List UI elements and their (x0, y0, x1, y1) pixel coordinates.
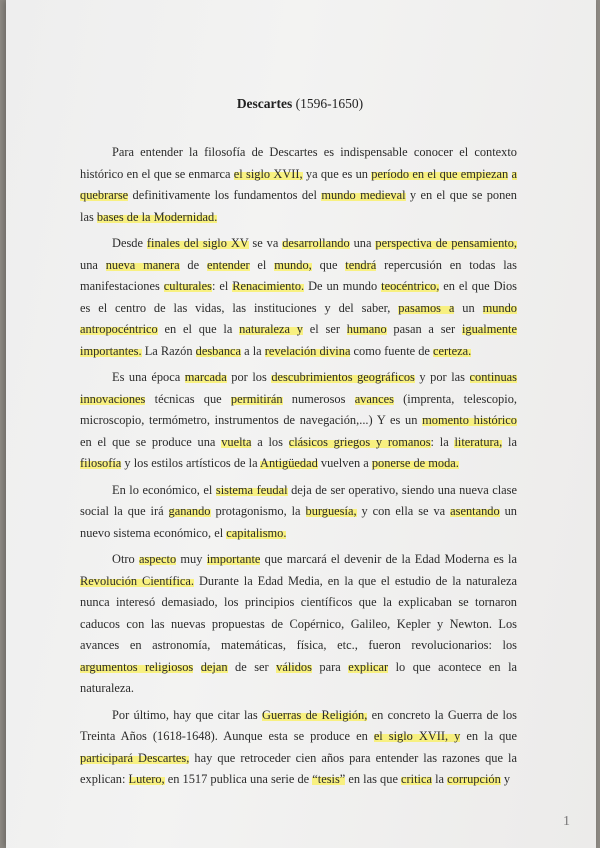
highlighted-text: igualmente (461, 322, 517, 336)
page-title (0, 96, 600, 112)
paragraph-renaissance: Desde finales del siglo XV se va desarrollando una perspectiva de pensamiento, una nueva manera de entender el mundo, que tendrá repercusión en todas las manifestaciones culturales: el Renacimiento. De un mundo teocéntrico, en el que Dios es el centro de las vidas, las instituciones y del saber, pasamos a un mundo antropocéntrico en el que la naturaleza y el ser humano pasan a ser igualmente importantes. La Razón desbanca a la revelación divina como fuente de certeza. (80, 236, 518, 358)
highlighted-text: importantes. (80, 343, 142, 358)
highlighted-text: vuelta (221, 434, 252, 449)
highlighted-text: perspectiva de pensamiento, (375, 236, 518, 250)
highlighted-text: marcada (184, 370, 227, 384)
highlighted-text: naturaleza y (239, 322, 303, 336)
highlighted-text: corrupción (447, 772, 501, 786)
highlighted-text: Renacimiento. (232, 279, 305, 293)
highlighted-text: mundo, (274, 257, 312, 272)
highlighted-text: el siglo XVII, y (373, 729, 461, 743)
highlighted-text: innovaciones (80, 391, 146, 406)
paragraph-discoveries: Es una época marcada por los descubrimientos geográficos y por las continuas innovaciones técnicas que permitirán numerosos avances (imprenta, telescopio, microscopio, termómetro, instrumentos de navegación,...) Y es un momento histórico en el que se produce una vuelta a los clásicos griegos y romanos: la literatura, la filosofía y los estilos artísticos de la Antigüedad vuelven a ponerse de moda. (80, 370, 517, 470)
highlighted-text: continuas (469, 370, 517, 384)
highlighted-text: entender (206, 257, 250, 272)
highlighted-text: clásicos griegos y romanos (288, 434, 431, 449)
highlighted-text: explicar (348, 659, 389, 674)
highlighted-text: pasamos a (398, 300, 455, 315)
highlighted-text: Revolución Científica. (80, 573, 195, 588)
paragraph-economy: En lo económico, el sistema feudal deja de ser operativo, siendo una nueva clase social la que irá ganando protagonismo, la burguesía, y con ella se va asentando un nuevo sistema económico, el capitalismo. (80, 482, 517, 540)
paragraph-wars-of-religion: Por último, hay que citar las Guerras de Religión, en concreto la Guerra de los Treinta Años (1618-1648). Aunque esta se produce en el siglo XVII, y en la que participará Descartes, hay que retroceder cien años para entender las razones que la explican: Lutero, en 1517 publica una serie de “tesis” en las que critica la corrupción y (80, 707, 517, 786)
highlighted-text: teocéntrico, (381, 279, 440, 293)
body-text (80, 142, 517, 796)
highlighted-text: antropocéntrico (80, 322, 158, 336)
highlighted-text: critica (401, 772, 432, 786)
highlighted-text: período en el que empiezan (371, 166, 509, 181)
highlighted-text: argumentos religiosos (80, 659, 194, 674)
highlighted-text: revelación divina (264, 343, 351, 358)
highlighted-text: “tesis” (312, 772, 346, 786)
highlighted-text: válidos (276, 659, 312, 674)
highlighted-text: descubrimientos geográficos (271, 370, 415, 384)
highlighted-text: a quebrarse (80, 166, 517, 202)
highlighted-text: culturales (163, 279, 212, 293)
highlighted-text: nueva manera (105, 257, 180, 272)
paragraph-scientific-revolution: Otro aspecto muy importante que marcará el devenir de la Edad Moderna es la Revolución Científica. Durante la Edad Media, en la que el estudio de la naturaleza nunca interesó demasiado, los principios científicos que la explicaban se tornaron caducos con las nuevas propuestas de Copérnico, Galileo, Kepler y Newton. Los avances en astronomía, matemáticas, física, etc., fueron revolucionarios: los argumentos religiosos dejan de ser válidos para explicar lo que acontece en la naturaleza. (80, 552, 518, 695)
highlighted-text: burguesía, (305, 504, 357, 518)
highlighted-text: avances (354, 391, 394, 406)
highlighted-text: desarrollando (282, 236, 350, 250)
highlighted-text: sistema feudal (215, 482, 288, 497)
highlighted-text: Antigüedad (260, 456, 318, 470)
title-dates: (1596-1650) (295, 96, 364, 111)
highlighted-text: finales del siglo XV (146, 236, 249, 250)
highlighted-text: mundo medieval (321, 188, 406, 202)
highlighted-text: dejan (200, 659, 228, 674)
highlighted-text: capitalismo. (226, 525, 287, 540)
highlighted-text: Guerras de Religión, (262, 707, 368, 722)
highlighted-text: literatura, (454, 434, 503, 449)
highlighted-text: certeza. (433, 343, 472, 358)
highlighted-text: Lutero, (128, 772, 165, 786)
highlighted-text: humano (346, 322, 387, 336)
highlighted-text: ganando (168, 504, 211, 518)
highlighted-text: permitirán (230, 391, 283, 406)
title-main: Descartes (236, 96, 293, 111)
paragraph-context: Para entender la filosofía de Descartes es indispensable conocer el contexto histórico en el que se enmarca el siglo XVII, ya que es un período en el que empiezan a quebrarse definitivamente los fundamentos del mundo medieval y en el que se ponen las bases de la Modernidad. (80, 145, 517, 224)
highlighted-text: mundo (482, 300, 517, 315)
highlighted-text: desbanca (195, 343, 242, 358)
highlighted-text: filosofía (80, 456, 122, 470)
highlighted-text: participará Descartes, (80, 750, 190, 765)
highlighted-text: asentando (450, 504, 500, 518)
highlighted-text: tendrá (345, 257, 377, 272)
highlighted-text: el siglo XVII, (233, 166, 303, 181)
page-number: 1 (563, 814, 570, 829)
highlighted-text: momento histórico (422, 413, 517, 427)
highlighted-text: aspecto (138, 552, 177, 566)
highlighted-text: bases de la Modernidad. (96, 209, 218, 224)
highlighted-text: ponerse de moda. (371, 456, 459, 470)
highlighted-text: importante (206, 552, 261, 566)
